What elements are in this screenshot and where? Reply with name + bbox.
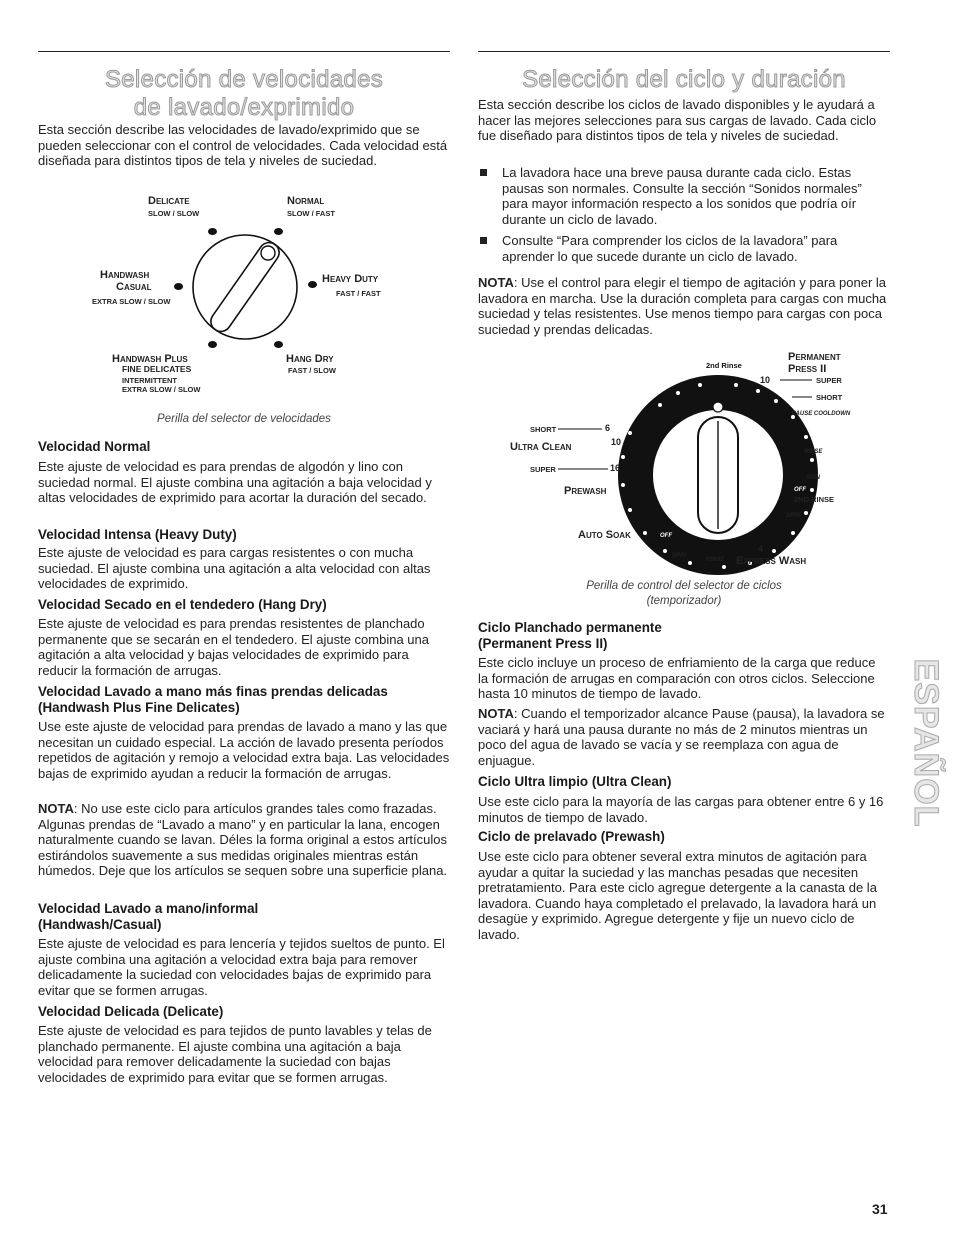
dial-label-rinse-bottom: RINSE xyxy=(706,557,725,563)
page-number: 31 xyxy=(872,1201,888,1217)
knob-sub-delicate: SLOW / SLOW xyxy=(148,209,200,218)
knob-label-delicate: Delicate xyxy=(148,195,190,207)
dial-label-super-left: SUPER xyxy=(530,465,556,474)
heading-handwash-plus-speed: Velocidad Lavado a mano más finas prendas delicadas (Handwash Plus Fine Delicates) xyxy=(38,684,388,715)
knob-label-hang-dry: Hang Dry xyxy=(286,353,334,365)
dial-label-off-bottom: OFF xyxy=(660,533,672,539)
right-note: NOTA: Use el control para elegir el tiempo de agitación y para poner la lavadora en marcha. Use la duración completa para cargas con mucha suciedad y telas resistentes. Use menos tiempo para cargas con poca suciedad y prendas delicadas. xyxy=(478,275,887,337)
speed-knob-caption: Perilla del selector de velocidades xyxy=(157,413,331,425)
dial-label-rinse-right: RINSE xyxy=(804,449,823,455)
body-permanent-press-cycle: Este ciclo incluye un proceso de enfriamiento de la carga que reduce la formación de arrugas en comparación con otros ciclos. Seleccione hasta 10 minutos de tiempo de lavado. xyxy=(478,655,876,702)
knob-sub-normal: SLOW / FAST xyxy=(287,209,335,218)
timer-dial-caption: Perilla de control del selector de ciclos (temporizador) xyxy=(586,580,782,607)
body-handwash-plus-speed: Use este ajuste de velocidad para prendas de lavado a mano y las que necesitan un cuidado especial. La acción de lavado presenta períodos repetidos de agitación y remojo a velocidad extra baja. Las velocidades bajas de exprimido ayudan a reducir la formación de arrugas. xyxy=(38,719,450,781)
dial-label-16: 16 xyxy=(610,463,621,473)
knob-label-normal: Normal xyxy=(287,195,325,207)
body-ultra-clean-cycle: Use este ciclo para la mayoría de las cargas para obtener entre 6 y 16 minutos de tiempo de lavado. xyxy=(478,794,884,825)
dial-label-6-left: 6 xyxy=(605,423,611,433)
knob-sub-heavy: FAST / FAST xyxy=(336,289,381,298)
knob-sub-hang: FAST / SLOW xyxy=(288,366,336,375)
language-side-tab: ESPAÑOL xyxy=(907,658,945,828)
knob-label-handwash: Handwash xyxy=(100,269,150,281)
heading-delicate-speed: Velocidad Delicada (Delicate) xyxy=(38,1004,224,1019)
knob-label-casual: Casual xyxy=(116,281,152,293)
dial-label-short-right: SHORT xyxy=(816,393,843,402)
right-section-title: Selección del ciclo y duración xyxy=(522,66,846,93)
dial-label-pause: PAUSE COOLDOWN xyxy=(792,411,851,417)
right-intro: Esta sección describe los ciclos de lavado disponibles y le ayudará a hacer las mejores selecciones para sus cargas de lavado. Cada ciclo fue diseñado para distintos tipos de tela y niveles de suciedad. xyxy=(478,97,877,144)
knob-sub-plus-1: FINE DELICATES xyxy=(122,364,192,374)
body-normal-speed: Este ajuste de velocidad es para prendas de algodón y lino con suciedad normal. El ajuste combina una agitación a baja velocidad y altas velocidades de exprimido para acortar la duración del secado. xyxy=(38,459,432,506)
dial-label-auto-soak: Auto Soak xyxy=(578,529,631,541)
dial-label-2nd-rinse-top: 2nd Rinse xyxy=(706,361,742,370)
heading-hang-dry-speed: Velocidad Secado en el tendedero (Hang Dry) xyxy=(38,597,327,612)
body-handwash-casual-speed: Este ajuste de velocidad es para lencería y tejidos sueltos de punto. El ajuste combina una agitación a velocidad extra baja para remover delicadamente la suciedad con velocidades bajas de exprimido para evitar que se formen arrugas. xyxy=(38,936,445,998)
dial-label-4-right: 4 xyxy=(784,392,790,402)
dial-label-super-right: SUPER xyxy=(816,376,842,385)
speed-selector-knob xyxy=(80,195,400,410)
dial-label-press: Press II xyxy=(788,363,827,375)
dial-label-spin-right: SPIN xyxy=(806,475,821,481)
knob-sub-casual: EXTRA SLOW / SLOW xyxy=(92,297,171,306)
bullet-pauses: La lavadora hace una breve pausa durante cada ciclo. Estas pausas son normales. Consulte la sección “Sonidos normales” para mayor información respecto a los sonidos que podría oír durante un ciclo de lavado. xyxy=(478,165,890,227)
heading-permanent-press-cycle: Ciclo Planchado permanente (Permanent Press II) xyxy=(478,620,662,651)
right-bullet-list xyxy=(478,165,890,271)
dial-label-short-left: SHORT xyxy=(530,425,557,434)
note-permanent-press: NOTA: Cuando el temporizador alcance Pause (pausa), la lavadora se vaciará y hará una pausa durante no más de 2 minutos mientras un poco del agua de lavado se vacía y se reemplaza con agua de enjuague. xyxy=(478,706,885,768)
dial-label-2nd-rinse-right: 2ND RINSE xyxy=(794,495,835,504)
knob-sub-plus-2: INTERMITTENT xyxy=(122,376,177,385)
left-section-title: Selección de velocidades de lavado/exprimido xyxy=(104,66,384,121)
timer-dial-graphic xyxy=(510,345,860,575)
dial-label-express-wash: Express Wash xyxy=(736,555,807,567)
heading-handwash-casual-speed: Velocidad Lavado a mano/informal (Handwash/Casual) xyxy=(38,901,259,932)
knob-label-handwash-plus: Handwash Plus xyxy=(112,353,188,365)
heading-prewash-cycle: Ciclo de prelavado (Prewash) xyxy=(478,829,665,844)
body-heavy-speed: Este ajuste de velocidad es para cargas resistentes o con mucha suciedad. El ajuste combina una agitación a alta velocidad con altas velocidades de exprimido. xyxy=(38,545,431,592)
note-handwash-plus: NOTA: No use este ciclo para artículos grandes tales como frazadas. Algunas prendas de “Lavado a mano” y en particular la lana, encogen naturalmente cuando se lavan. Déles la forma original a estos artículos estirándolos suavemente a sus medidas originales mientras están húmedos. Deje que los artículos se sequen sobre una superficie plana. xyxy=(38,801,448,879)
dial-label-spin-bottom: SPIN xyxy=(672,553,687,559)
cycle-timer-dial xyxy=(510,345,860,575)
body-delicate-speed: Este ajuste de velocidad es para tejidos de punto lavables y telas de planchado permanente. El ajuste combina una agitación a baja velocidad para remover delicadamente la suciedad con bajas velocidades de exprimido para evitar que se formen arrugas. xyxy=(38,1023,432,1085)
right-top-rule xyxy=(478,51,890,52)
dial-label-off-right: OFF xyxy=(794,487,806,493)
dial-label-10-left: 10 xyxy=(611,437,622,447)
left-intro: Esta sección describe las velocidades de lavado/exprimido que se pueden seleccionar con el control de velocidades. Cada velocidad está diseñada para distintos tipos de tela y niveles de suciedad. xyxy=(38,122,448,169)
bullet-understand-cycles: Consulte “Para comprender los ciclos de la lavadora” para aprender lo que sucede durante un ciclo de lavado. xyxy=(478,233,890,264)
heading-ultra-clean-cycle: Ciclo Ultra limpio (Ultra Clean) xyxy=(478,774,672,789)
body-prewash-cycle: Use este ciclo para obtener several extra minutos de agitación para ayudar a quitar la suciedad y las manchas pesadas que necesiten pretratamiento. Para este ciclo agregue detergente a la canasta de la lavadora. Cuando haya completado el prelavado, la lavadora hará un desagüe y exprimido. Agregue detergente y fije un nuevo ciclo de lavado. xyxy=(478,849,877,942)
dial-label-permanent: Permanent xyxy=(788,351,841,363)
dial-label-4-bottom: 4 xyxy=(758,544,764,554)
knob-dot-plus xyxy=(208,341,217,348)
dial-label-prewash: Prewash xyxy=(564,485,607,497)
left-top-rule xyxy=(38,51,450,52)
heading-heavy-speed: Velocidad Intensa (Heavy Duty) xyxy=(38,527,237,542)
dial-label-6-right: 6 xyxy=(776,384,782,394)
body-hang-dry-speed: Este ajuste de velocidad es para prendas resistentes de planchado permanente que se secarán en el tendedero. El ajuste combina una agitación a alta velocidad y bajas velocidades de exprimido para reducir la formación de arrugas. xyxy=(38,616,429,678)
knob-sub-plus-3: EXTRA SLOW / SLOW xyxy=(122,385,201,394)
knob-dot-hang xyxy=(274,341,283,348)
dial-label-ultra-clean: Ultra Clean xyxy=(510,441,572,453)
dial-label-10-top: 10 xyxy=(760,375,771,385)
knob-label-heavy: Heavy Duty xyxy=(322,273,379,285)
dial-label-spin-right-2: SPIN xyxy=(786,513,801,519)
heading-normal-speed: Velocidad Normal xyxy=(38,439,151,454)
